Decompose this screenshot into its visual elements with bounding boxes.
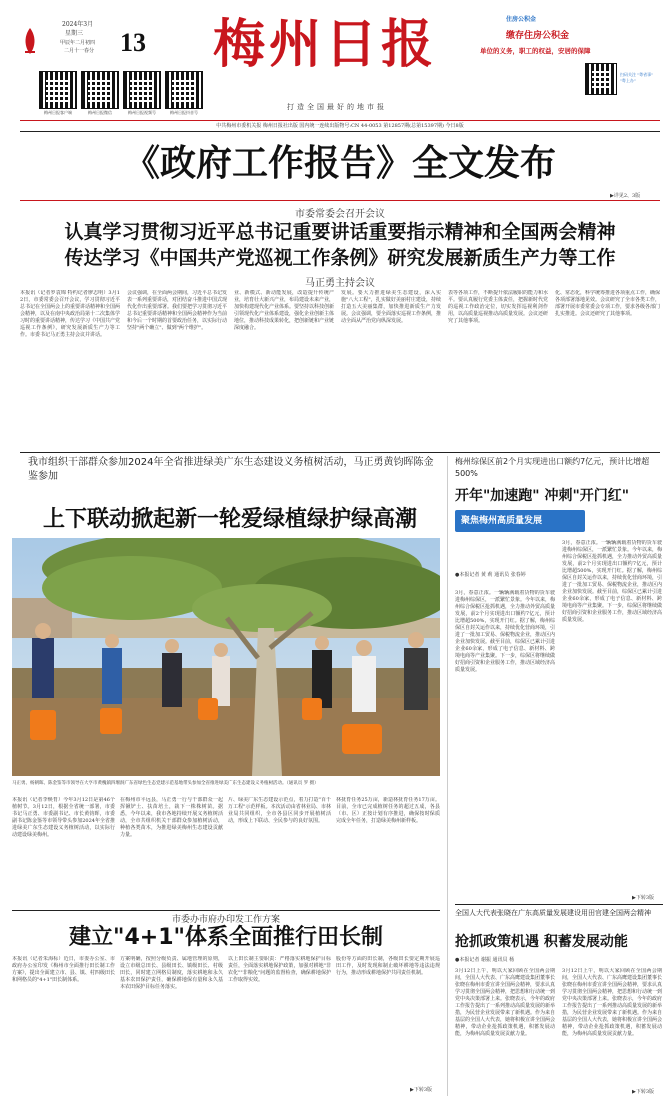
lead-headline: 《政府工作报告》全文发布 [123,142,556,184]
story4-tag-label: 聚焦梅州高质量发展 [461,516,543,526]
qr-code [40,72,76,108]
ad-qr-code [586,64,616,94]
lead-rule [20,200,660,201]
story4-tag [455,510,585,532]
story3-title: 建立"4+1"体系全面推行田长制 [69,925,383,950]
qr-caption: 梅州日报抖音号 [170,110,198,115]
story5-body-b: 3月12日上午，明以大家回顾在全国两会期间，全国人大代表、广东高鹰建设集团董事长张晓在梅州市委宣讲全国两会精神，要求认真学习贯彻全国两会精神，把思想和行动统一到党中央决策部署上来。张晓表示，今年的政府工作报告提出了一系列推动高质量发展的新举措，为民营企业发展带来了新机遇。作为来自基层的全国人大代表，她将积极宣讲全国两会精神，带动企业抢抓政策机遇，积蓄发展动能，为梅州高质量发展贡献力量。 [562,968,662,1037]
date-box [20,14,170,70]
story4-body-b: 3月，春意正浓。一辆辆满载着货物的货车驶进梅州综保区，一派繁忙景象。今年以来，梅州综合保税区抢抓机遇，全力推动外贸高质量发展，前2个月实现进出口额约7亿元，预计比增超500%，实现开门红。据了解，梅州综保区自封关运作以来，持续优化营商环境，引进了一批加工贸易、保税物流企业，推动区内企业加快发展。截至目前，综保区已累计引进企业60余家，形成了电子信息、新材料、跨境电商等产业集聚。下一步，综保区将继续做好招商引资和企业服务工作，推动区域经济高质量发展。 [562,540,662,623]
info-rule [20,131,660,132]
qr-code [82,72,118,108]
story1-kicker: 市委常委会召开会议 [295,209,385,220]
qr-caption: 梅州日报客户端 [44,110,72,115]
story1-byline: 马正勇主持会议 [305,278,375,289]
story2-column: 片、绿美广东生态建设示范点，着力打造"百千万工程"示范样板。本次活动由省林业局、市林业局共同组织，全市各县区同步开展植树活动，形成上下联动、全民参与的良好氛围。 [228,797,331,824]
ad-qr-caption: 扫码关注 "粤省事" "粤上办" [620,72,653,83]
ad-line-2: 单位的义务，职工的权益，安居的保障 [480,47,591,55]
lunar-date-1: 甲辰年二月初四 [60,40,96,46]
story1-column: 业、新模式、新动能发展，改造提升传统产业，培育壮大新兴产业，布局建设未来产业，加快构建现代化产业体系。要坚持以科技创新引领现代化产业体系建设，强化企业创新主体地位，推动科技成果转化，把创新链和产业链深度融合。 [234,290,334,331]
story3-column: 股份等方面的田长制，各级田长要定期开展巡田工作，及时发现和制止破坏耕地等违法违规行为，推动形成耕地保护共同责任机制。 [336,956,440,976]
qr-code [166,72,202,108]
story1-column: 表等各项工作，不断提升依法履职的能力和水平。要认真履行党委主体责任，把握新时代党的巡视工作政治定位，切实发挥巡视利剑作用，以高质量巡视推动高质量发展。会议还研究了其他事项。 [448,290,548,324]
masthead-rule [20,120,660,121]
story3-kicker: 市委办市府办印发工作方案 [171,915,280,925]
date-month: 2024年3月 [62,21,94,28]
info-line: 中共梅州市委机关报 梅州日报社出版 国内统一连续出版物号:CN 44-0053 第12857期(总第15397期) 今日8版 [216,123,464,129]
lunar-date-2: 二月十一春分 [64,48,95,54]
story1-title-2: 传达学习《中国共产党巡视工作条例》研究发展新质生产力等工作 [64,247,616,269]
story4-jump: ▶下转3版 [632,895,655,901]
masthead [0,0,672,120]
section-rule [455,904,663,905]
story3-jump: ▶下转3版 [410,1087,433,1093]
story3-column: 方案明确，按照分级负责、属地管理的原则，设立市级总田长、县级田长、镇级田长、村级田长，同时建立网格员制度，落实耕地和永久基本农田保护责任，确保耕地保有量和永久基本农田保护目标任务落实。 [120,956,223,990]
tree-planting-photo [12,538,440,776]
photo-caption: 马正勇、杨朝晖、陈金鉴等市领导在大亨市黄槐镇四堰洞广东省绿色生态党建示范基地带头参加全省推进绿美广东生态建设义务植树活动。（通讯员 罗 摄） [12,781,319,786]
story1-column: 发展。要大力推进绿美生态建设，深入实施"八大工程"，扎实做好美丽村庄建设，持续打造五大美丽集群，加快推进新质生产力发展。会议强调，要全面落实巡视工作条例，推动全面从严治党向纵深发展。 [341,290,441,324]
story1-title-1: 认真学习贯彻习近平总书记重要讲话重要指示精神和全国两会精神 [64,221,616,243]
qr-caption: 梅州日报视频号 [128,110,156,115]
story2-column: 本报讯（记者李焕育）今年3月12日是第46个植树节。3月12日，根据全省统一部署，市委书记马正勇、市委副书记、市长黄钧晖，市委副书记陈金鉴等市领导带头参加2024年全省推进绿美广东生态建设义务植树活动，以实际行动建设绿美梅州。 [12,797,115,838]
masthead-title: 梅州日报 [212,14,437,75]
story2-column: 林抚育任务25万亩，新造林抚育任务17万亩。目前，全市已完成植树任务的超过五成，各县（市、区）正按计划有序推进，确保按时保质完成全年任务，打造绿美梅州新样板。 [336,797,440,824]
qr-code [124,72,160,108]
story5-jump: ▶下转3版 [632,1089,655,1095]
housing-fund-ad [480,12,660,104]
qr-caption: 梅州日报微信 [88,110,112,115]
masthead-motto: 打造全国最好的地市报 [287,103,387,111]
story3-column: 本报讯（记者朱海标）近日，市委办公室、市政府办公室印发《梅州市全面推行田长制工作方案》，提出全面建立市、县、镇、村四级田长和网格员的"4+1"田长制体系。 [12,956,115,983]
date-day: 13 [120,28,146,57]
story4-body-a: 3月，春意正浓。一辆辆满载着货物的货车驶进梅州综保区，一派繁忙景象。今年以来，梅州综合保税区抢抓机遇，全力推动外贸高质量发展，前2个月实现进出口额约7亿元，预计比增超500%，实现开门红。据了解，梅州综保区自封关运作以来，持续优化营商环境，引进了一批加工贸易、保税物流企业，推动区内企业加快发展。截至目前，综保区已累计引进企业60余家，形成了电子信息、新材料、跨境电商等产业集聚。下一步，综保区将继续做好招商引资和企业服务工作，推动区域经济高质量发展。 [455,590,555,673]
story4-title: 开年"加速跑" 冲刺"开门红" [455,488,630,504]
story2-title: 上下联动掀起新一轮爱绿植绿护绿高潮 [42,507,417,532]
ad-line-1: 缴存住房公积金 [506,31,570,41]
story2-kicker: 我市组织干部群众参加2024年全省推进绿美广东生态建设义务植树活动，马正勇黄钧晖陈金鉴参加 [28,457,434,482]
column-divider [447,456,448,1096]
story1-column: 会议强调，在全面两会期间，习近平总书记发表一系列重要讲话，对团结奋斗推进中国式现代化作出重要部署。我们要把学习贯彻习近平总书记重要讲话精神和全国两会精神作为当前和今后一个时期的首要政治任务，以实际行动坚持"两个确立"、做到"两个维护"。 [127,290,227,331]
section-rule [20,452,660,453]
story2-column: 在梅州市平远县，马正勇一行与干部群众一起挥锹铲土、扶苗培土，栽下一株株树苗。据悉，今年以来，我市各地持续开展义务植树活动，全市共组织机关干部群众参加植树活动，种植各类苗木，为推进绿美梅州生态建设贡献力量。 [120,797,223,838]
lead-jump: ▶详见2、3版 [610,193,641,199]
story1-column: 化、常态化，科学统筹推进各项重点工作，确保各项部署落地见效。会议研究了全市各类工作，部署开展市委常委会专项工作，要求各级各部门扎实推进。会议还研究了其他事项。 [555,290,660,317]
story5-title: 抢抓政策机遇 积蓄发展动能 [455,934,628,950]
story5-byline: ●本报记者 谢振 通讯员 杨 [455,957,515,963]
story4-byline: ●本报记者 黄 莉 通讯员 张春婷 [455,572,526,578]
story4-kicker: 梅州综保区前2个月实现进出口额约7亿元，预计比增超500% [455,457,650,478]
date-weekday: 星期三 [65,30,84,37]
section-rule [12,910,440,911]
ad-org: 住房公积金 [506,16,537,23]
story5-kicker: 全国人大代表张晓在广东高质量发展建设用田官建全国两会精神 [455,909,651,917]
story5-body-a: 3月12日上午，明以大家回顾在全国两会期间，全国人大代表、广东高鹰建设集团董事长张晓在梅州市委宣讲全国两会精神，要求认真学习贯彻全国两会精神，把思想和行动统一到党中央决策部署上来。张晓表示，今年的政府工作报告提出了一系列推动高质量发展的新举措，为民营企业发展带来了新机遇。作为来自基层的全国人大代表，她将积极宣讲全国两会精神，带动企业抢抓政策机遇，积蓄发展动能，为梅州高质量发展贡献力量。 [455,968,555,1037]
logo-icon [20,26,40,56]
story3-column: 以上田长制主要职责：严格落实耕地保护目标责任，全面落实耕地保护政策，加强对耕地"非农化""非粮化"问题的监督检查，确保耕地保护工作取得实效。 [228,956,331,983]
story1-column: 本报讯（记者罗袁锦 特约记者廖志明）3月12日，市委常委会召开会议，学习贯彻习近平总书记在全国两会上的重要讲话精神和全国两会精神，以及在南中央政治局第十二次集体学习时的重要讲话精神，传达学习《中国共产党巡视工作条例》，研究发展新质生产力等工作。市委书记马正勇主持会议并讲话。 [20,290,120,338]
